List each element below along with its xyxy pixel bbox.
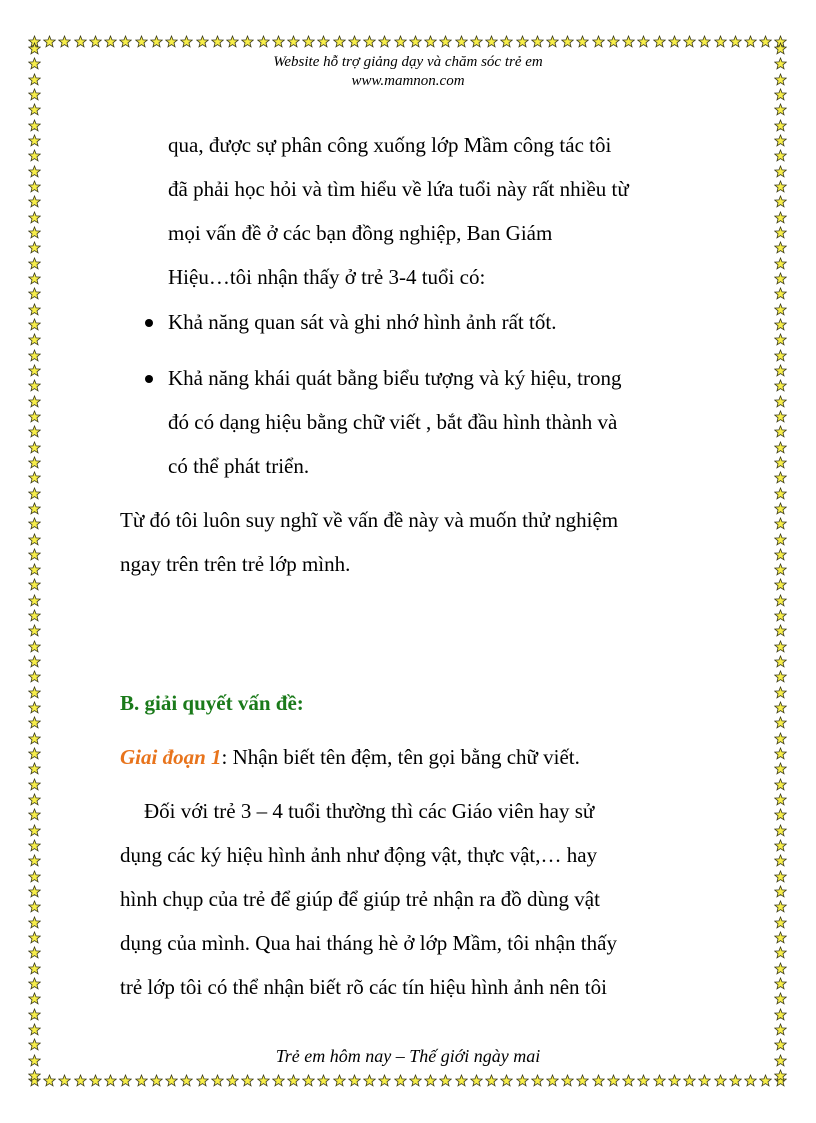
bullet-item-2-line-2: đó có dạng hiệu bằng chữ viết , bắt đầu hình thành và [168, 410, 618, 434]
star-icon [774, 379, 787, 392]
star-icon [378, 1074, 391, 1087]
star-icon [28, 333, 41, 346]
star-icon [607, 35, 620, 48]
star-icon [774, 962, 787, 975]
star-icon [89, 35, 102, 48]
star-icon [516, 1074, 529, 1087]
star-icon [317, 35, 330, 48]
star-icon [28, 395, 41, 408]
para-line-2: dụng các ký hiệu hình ảnh như động vật, thực vật,… hay [120, 843, 598, 867]
star-icon [774, 778, 787, 791]
star-icon [774, 854, 787, 867]
stage-label: Giai đoạn 1 [120, 745, 222, 769]
star-icon [576, 1074, 589, 1087]
star-icon [28, 364, 41, 377]
star-icon [759, 35, 772, 48]
star-icon [668, 35, 681, 48]
para-line-4: dụng của mình. Qua hai tháng hè ở lớp Mầm, tôi nhận thấy [120, 931, 617, 955]
star-icon [302, 35, 315, 48]
star-icon [622, 1074, 635, 1087]
star-icon [774, 517, 787, 530]
star-icon [317, 1074, 330, 1087]
star-icon [348, 1074, 361, 1087]
star-icon [28, 471, 41, 484]
star-icon [470, 35, 483, 48]
star-icon [28, 854, 41, 867]
star-icon [119, 1074, 132, 1087]
star-icon [28, 885, 41, 898]
page-header [0, 53, 816, 91]
star-icon [424, 35, 437, 48]
star-icon [28, 410, 41, 423]
star-icon [74, 1074, 87, 1087]
star-icon [500, 1074, 513, 1087]
page-footer: Trẻ em hôm nay – Thế giới ngày mai [275, 1046, 541, 1066]
star-icon [28, 808, 41, 821]
star-icon [74, 35, 87, 48]
star-icon [28, 517, 41, 530]
star-icon [561, 1074, 574, 1087]
star-icon [729, 35, 742, 48]
star-icon [774, 318, 787, 331]
header-website-title: Website hỗ trợ giảng dạy và chăm sóc trẻ em [273, 54, 543, 70]
star-icon [774, 1023, 787, 1036]
star-icon [774, 272, 787, 285]
star-icon [774, 257, 787, 270]
star-icon [516, 35, 529, 48]
star-icon [28, 686, 41, 699]
star-icon [211, 1074, 224, 1087]
star-icon [135, 35, 148, 48]
star-icon [119, 35, 132, 48]
star-icon [241, 35, 254, 48]
star-icon [28, 180, 41, 193]
star-icon [774, 992, 787, 1005]
star-icon [150, 1074, 163, 1087]
star-icon [485, 1074, 498, 1087]
star-icon [287, 35, 300, 48]
star-icon [28, 226, 41, 239]
star-icon [394, 35, 407, 48]
star-icon [774, 563, 787, 576]
star-icon [714, 35, 727, 48]
star-icon [622, 35, 635, 48]
star-icon [28, 931, 41, 944]
star-icon [439, 1074, 452, 1087]
star-icon [774, 456, 787, 469]
intro-line-2: đã phải học hỏi và tìm hiểu về lứa tuổi này rất nhiều từ [168, 177, 629, 201]
star-icon [302, 1074, 315, 1087]
star-icon [546, 1074, 559, 1087]
star-icon [774, 686, 787, 699]
star-icon [28, 762, 41, 775]
star-border-bottom [28, 1074, 788, 1088]
star-icon [774, 762, 787, 775]
star-icon [774, 395, 787, 408]
star-icon [28, 962, 41, 975]
star-icon [774, 578, 787, 591]
star-icon [774, 119, 787, 132]
star-border-top [28, 35, 788, 49]
star-icon [28, 701, 41, 714]
para-line-3: hình chụp của trẻ để giúp để giúp trẻ nhận ra đồ dùng vật [120, 887, 600, 911]
star-icon [774, 916, 787, 929]
star-icon [28, 211, 41, 224]
star-icon [104, 35, 117, 48]
star-icon [363, 35, 376, 48]
star-icon [774, 1069, 787, 1082]
star-icon [28, 563, 41, 576]
star-icon [28, 747, 41, 760]
star-icon [774, 900, 787, 913]
star-icon [333, 1074, 346, 1087]
star-icon [774, 502, 787, 515]
star-icon [774, 1008, 787, 1021]
intro-line-1: qua, được sự phân công xuống lớp Mầm công tác tôi [168, 133, 612, 157]
star-icon [272, 35, 285, 48]
star-icon [28, 732, 41, 745]
star-icon [211, 35, 224, 48]
star-icon [774, 931, 787, 944]
star-icon [28, 1008, 41, 1021]
star-icon [28, 257, 41, 270]
star-icon [28, 670, 41, 683]
bullet-item-1: Khả năng quan sát và ghi nhớ hình ảnh rất tốt. [168, 310, 557, 334]
star-icon [28, 900, 41, 913]
star-icon [774, 134, 787, 147]
star-icon [592, 1074, 605, 1087]
star-icon [363, 1074, 376, 1087]
star-icon [28, 624, 41, 637]
star-icon [774, 716, 787, 729]
star-icon [226, 1074, 239, 1087]
stage-description: : Nhận biết tên đệm, tên gọi bằng chữ viết. [221, 745, 580, 769]
star-icon [89, 1074, 102, 1087]
star-icon [774, 594, 787, 607]
star-icon [759, 1074, 772, 1087]
star-icon [455, 1074, 468, 1087]
star-icon [637, 1074, 650, 1087]
star-icon [28, 195, 41, 208]
star-icon [774, 425, 787, 438]
star-icon [774, 732, 787, 745]
star-icon [424, 1074, 437, 1087]
star-icon [774, 701, 787, 714]
star-icon [104, 1074, 117, 1087]
star-icon [28, 287, 41, 300]
star-icon [774, 548, 787, 561]
star-icon [714, 1074, 727, 1087]
star-icon [28, 992, 41, 1005]
star-icon [28, 425, 41, 438]
star-icon [150, 35, 163, 48]
star-icon [774, 195, 787, 208]
star-icon [28, 533, 41, 546]
intro-line-3: mọi vấn đề ở các bạn đồng nghiệp, Ban Giám [168, 221, 553, 245]
star-icon [28, 487, 41, 500]
intro-line-4: Hiệu…tôi nhận thấy ở trẻ 3-4 tuổi có: [168, 265, 486, 289]
bullet-item-2-line-1: Khả năng khái quát bằng biểu tượng và ký hiệu, trong [168, 366, 622, 390]
star-icon [196, 35, 209, 48]
star-icon [348, 35, 361, 48]
star-icon [28, 149, 41, 162]
star-icon [28, 609, 41, 622]
star-icon [774, 149, 787, 162]
star-icon [28, 379, 41, 392]
star-icon [744, 35, 757, 48]
star-icon [774, 303, 787, 316]
star-icon [43, 1074, 56, 1087]
star-icon [637, 35, 650, 48]
star-icon [28, 824, 41, 837]
star-icon [28, 946, 41, 959]
star-icon [774, 624, 787, 637]
section-heading: B. giải quyết vấn đề: [120, 691, 304, 715]
star-icon [774, 870, 787, 883]
star-icon [774, 241, 787, 254]
para-line-5: trẻ lớp tôi có thể nhận biết rõ các tín hiệu hình ảnh nên tôi [120, 975, 607, 999]
star-border-right [774, 42, 788, 1082]
star-icon [378, 35, 391, 48]
star-icon [28, 916, 41, 929]
star-icon [774, 655, 787, 668]
star-icon [135, 1074, 148, 1087]
star-icon [774, 977, 787, 990]
star-icon [546, 35, 559, 48]
conclusion-line-2: ngay trên trên trẻ lớp mình. [120, 552, 351, 576]
star-icon [28, 1069, 41, 1082]
star-icon [774, 885, 787, 898]
star-icon [774, 946, 787, 959]
star-icon [28, 716, 41, 729]
bullet-marker-1 [145, 319, 153, 327]
star-icon [698, 1074, 711, 1087]
star-icon [576, 35, 589, 48]
star-icon [28, 303, 41, 316]
star-icon [774, 441, 787, 454]
star-icon [28, 870, 41, 883]
star-icon [774, 103, 787, 116]
star-icon [668, 1074, 681, 1087]
star-icon [333, 35, 346, 48]
star-icon [774, 287, 787, 300]
star-icon [28, 1023, 41, 1036]
star-icon [28, 594, 41, 607]
star-icon [28, 241, 41, 254]
star-icon [28, 349, 41, 362]
star-border-left [28, 42, 42, 1082]
star-icon [28, 977, 41, 990]
star-icon [774, 640, 787, 653]
star-icon [774, 609, 787, 622]
star-icon [729, 1074, 742, 1087]
star-icon [28, 103, 41, 116]
star-icon [28, 793, 41, 806]
star-icon [774, 349, 787, 362]
star-icon [28, 165, 41, 178]
star-icon [744, 1074, 757, 1087]
star-icon [257, 35, 270, 48]
star-icon [485, 35, 498, 48]
star-icon [774, 670, 787, 683]
star-icon [653, 1074, 666, 1087]
star-icon [28, 456, 41, 469]
star-icon [455, 35, 468, 48]
star-icon [592, 35, 605, 48]
star-icon [28, 272, 41, 285]
star-icon [470, 1074, 483, 1087]
star-icon [607, 1074, 620, 1087]
bullet-marker-2 [145, 375, 153, 383]
star-icon [58, 1074, 71, 1087]
star-icon [774, 180, 787, 193]
star-icon [226, 35, 239, 48]
star-icon [180, 35, 193, 48]
star-icon [28, 441, 41, 454]
star-icon [774, 211, 787, 224]
star-icon [774, 165, 787, 178]
star-icon [165, 35, 178, 48]
star-icon [774, 793, 787, 806]
star-icon [774, 410, 787, 423]
star-icon [774, 471, 787, 484]
star-icon [409, 1074, 422, 1087]
star-icon [653, 35, 666, 48]
star-icon [774, 839, 787, 852]
star-icon [272, 1074, 285, 1087]
star-icon [28, 839, 41, 852]
star-icon [28, 134, 41, 147]
star-icon [774, 533, 787, 546]
star-icon [28, 778, 41, 791]
para-line-1: Đối với trẻ 3 – 4 tuổi thường thì các Giáo viên hay sử [144, 799, 595, 823]
star-icon [28, 578, 41, 591]
star-icon [698, 35, 711, 48]
star-icon [774, 747, 787, 760]
star-icon [394, 1074, 407, 1087]
star-icon [774, 808, 787, 821]
conclusion-line-1: Từ đó tôi luôn suy nghĩ về vấn đề này và muốn thử nghiệm [120, 508, 619, 532]
star-icon [439, 35, 452, 48]
star-icon [28, 655, 41, 668]
star-icon [43, 35, 56, 48]
star-icon [774, 333, 787, 346]
star-icon [774, 226, 787, 239]
star-icon [58, 35, 71, 48]
header-website-url: www.mamnon.com [351, 73, 465, 89]
star-icon [28, 640, 41, 653]
star-icon [683, 1074, 696, 1087]
star-icon [531, 1074, 544, 1087]
star-icon [28, 548, 41, 561]
star-icon [683, 35, 696, 48]
star-icon [287, 1074, 300, 1087]
star-icon [531, 35, 544, 48]
star-icon [500, 35, 513, 48]
star-icon [409, 35, 422, 48]
star-icon [28, 119, 41, 132]
star-icon [28, 318, 41, 331]
stage-line [120, 744, 580, 770]
star-icon [180, 1074, 193, 1087]
star-icon [257, 1074, 270, 1087]
bullet-item-2-line-3: có thể phát triển. [168, 454, 310, 478]
star-icon [28, 502, 41, 515]
star-icon [196, 1074, 209, 1087]
star-icon [774, 824, 787, 837]
star-icon [561, 35, 574, 48]
star-icon [241, 1074, 254, 1087]
star-icon [774, 364, 787, 377]
star-icon [165, 1074, 178, 1087]
star-icon [774, 487, 787, 500]
